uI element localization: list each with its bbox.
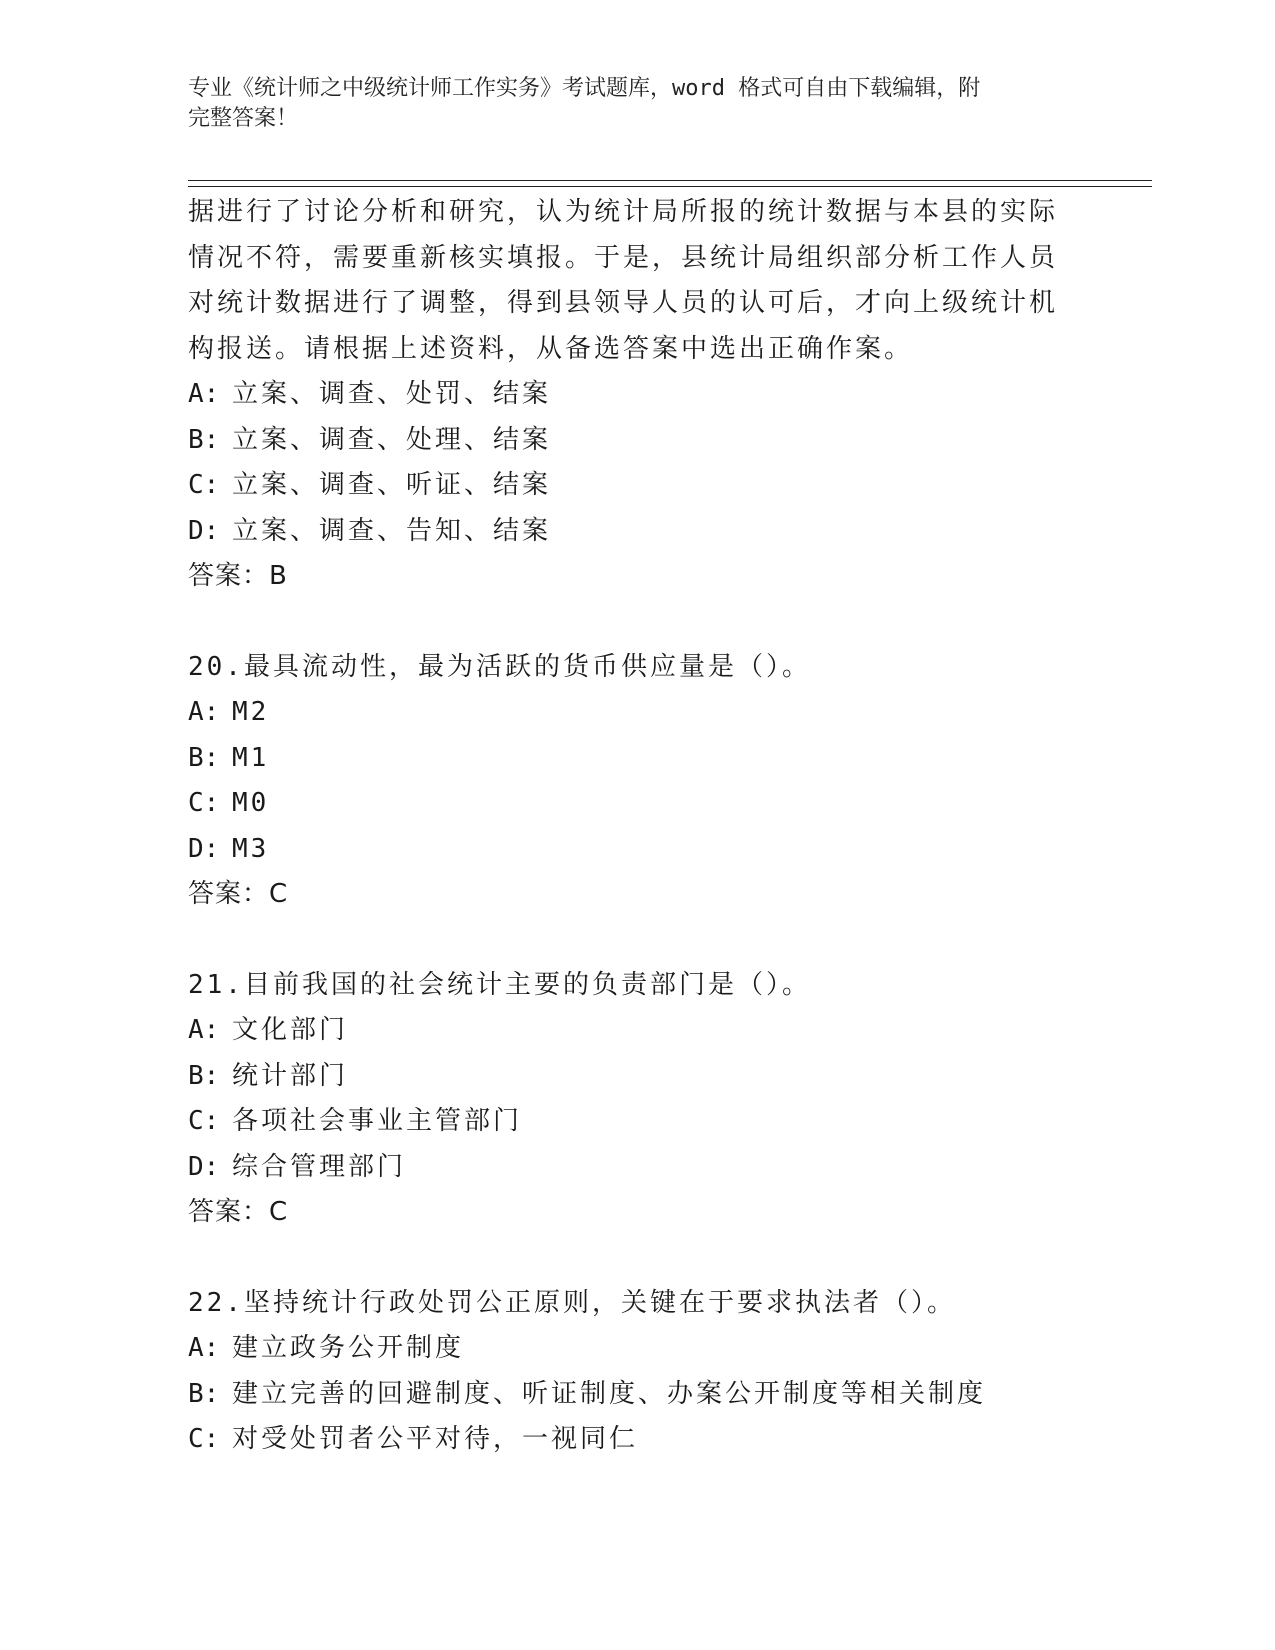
option-a bbox=[188, 690, 1088, 736]
header-rule-bottom bbox=[188, 186, 1152, 187]
option-text: 综合管理部门 bbox=[232, 1151, 407, 1182]
header-rule-top bbox=[188, 180, 1152, 181]
option-label: C: bbox=[188, 1106, 220, 1136]
question-21 bbox=[188, 963, 1088, 1236]
option-text: M2 bbox=[232, 697, 270, 727]
header-line-1: 专业《统计师之中级统计师工作实务》考试题库，word 格式可自由下载编辑，附 bbox=[188, 76, 981, 101]
question-stem: 20.最具流动性，最为活跃的货币供应量是（）。 bbox=[188, 651, 811, 682]
answer-line: 答案：C bbox=[188, 1197, 289, 1227]
page-header bbox=[188, 74, 1068, 134]
option-label: A: bbox=[188, 697, 220, 727]
option-label: A: bbox=[188, 1015, 220, 1045]
option-b bbox=[188, 418, 1088, 464]
option-text: 建立政务公开制度 bbox=[232, 1333, 465, 1363]
option-text: 立案、调查、告知、结案 bbox=[232, 515, 552, 546]
stem-line: 构报送。请根据上述资料，从备选答案中选出正确作案。 bbox=[188, 333, 914, 364]
option-a bbox=[188, 372, 1088, 418]
question-22 bbox=[188, 1281, 1088, 1463]
option-label: D: bbox=[188, 1151, 220, 1182]
option-d bbox=[188, 1145, 1088, 1191]
option-label: B: bbox=[188, 424, 220, 455]
option-text: M0 bbox=[232, 788, 270, 818]
option-c bbox=[188, 781, 1088, 827]
option-label: C: bbox=[188, 470, 220, 500]
option-text: 统计部门 bbox=[232, 1060, 349, 1091]
option-d bbox=[188, 827, 1088, 873]
option-label: B: bbox=[188, 742, 220, 773]
stem-line: 据进行了讨论分析和研究，认为统计局所报的统计数据与本县的实际 bbox=[188, 197, 1059, 227]
spacer bbox=[188, 918, 1088, 963]
option-text: 立案、调查、处理、结案 bbox=[232, 424, 552, 455]
question-stem: 22.坚持统计行政处罚公正原则，关键在于要求执法者（）。 bbox=[188, 1287, 956, 1318]
header-line-2: 完整答案！ bbox=[188, 106, 299, 131]
stem-line: 对统计数据进行了调整，得到县领导人员的认可后，才向上级统计机 bbox=[188, 288, 1059, 318]
option-label: D: bbox=[188, 515, 220, 546]
option-b bbox=[188, 1054, 1088, 1100]
option-label: B: bbox=[188, 1060, 220, 1091]
answer-line: 答案：C bbox=[188, 879, 289, 909]
question-stem: 21.目前我国的社会统计主要的负责部门是（）。 bbox=[188, 969, 811, 1000]
option-c bbox=[188, 463, 1088, 509]
option-label: C: bbox=[188, 1424, 220, 1454]
option-text: 各项社会事业主管部门 bbox=[232, 1106, 523, 1136]
option-text: M3 bbox=[232, 833, 270, 864]
option-label: C: bbox=[188, 788, 220, 818]
spacer bbox=[188, 1236, 1088, 1281]
spacer bbox=[188, 600, 1088, 645]
option-c bbox=[188, 1417, 1088, 1463]
option-label: A: bbox=[188, 1333, 220, 1363]
option-text: 立案、调查、处罚、结案 bbox=[232, 379, 552, 409]
question-20 bbox=[188, 645, 1088, 918]
option-label: A: bbox=[188, 379, 220, 409]
document-body bbox=[188, 190, 1088, 1463]
option-a bbox=[188, 1326, 1088, 1372]
option-text: M1 bbox=[232, 742, 270, 773]
option-d bbox=[188, 509, 1088, 555]
option-label: D: bbox=[188, 833, 220, 864]
option-c bbox=[188, 1099, 1088, 1145]
option-text: 文化部门 bbox=[232, 1015, 349, 1045]
question-continuation bbox=[188, 190, 1088, 600]
option-a bbox=[188, 1008, 1088, 1054]
answer-line: 答案：B bbox=[188, 561, 288, 591]
option-b bbox=[188, 1372, 1088, 1418]
option-text: 立案、调查、听证、结案 bbox=[232, 470, 552, 500]
option-text: 对受处罚者公平对待，一视同仁 bbox=[232, 1424, 639, 1454]
stem-line: 情况不符，需要重新核实填报。于是，县统计局组织部分析工作人员 bbox=[188, 242, 1059, 273]
option-text: 建立完善的回避制度、听证制度、办案公开制度等相关制度 bbox=[232, 1378, 987, 1409]
option-b bbox=[188, 736, 1088, 782]
option-label: B: bbox=[188, 1378, 220, 1409]
